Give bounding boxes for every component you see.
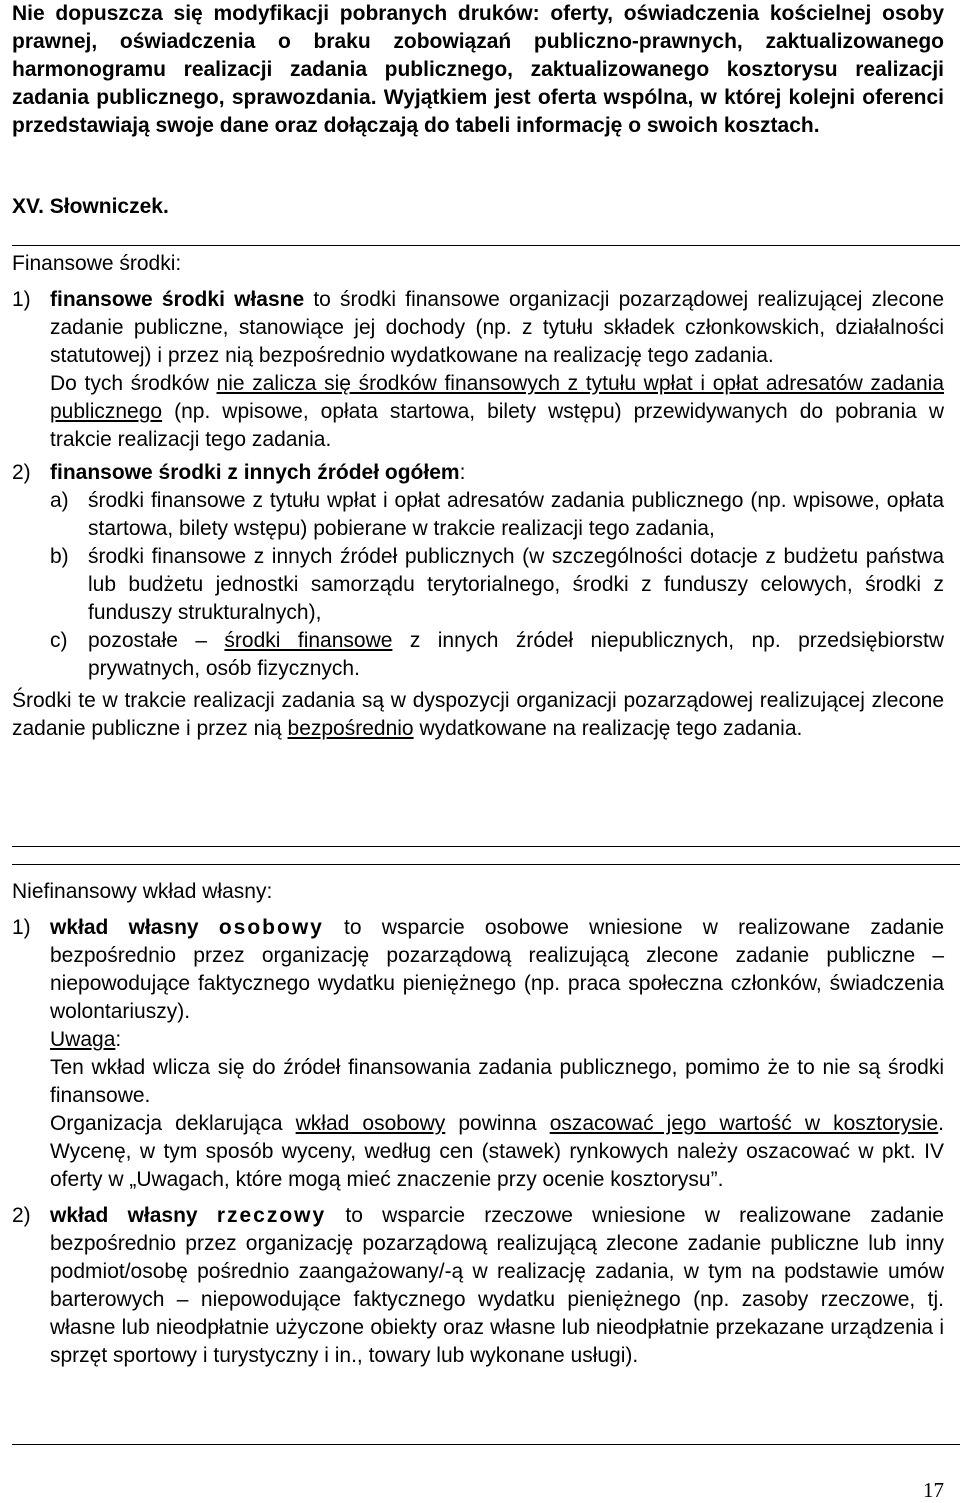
underlined-text: bezpośrednio [287, 717, 414, 740]
closing-paragraph: Środki te w trakcie realizacji zadania są w dyspozycji organizacji pozarządowej realizującej zlecone zadanie publiczne i przez nią bezpośrednio wydatkowane na realizację tego zadania. [12, 689, 944, 740]
financial-section [12, 250, 944, 743]
term: osobowy [218, 916, 324, 939]
financial-heading: Finansowe środki: [12, 252, 182, 275]
nonfinancial-section [12, 878, 944, 1370]
financial-item-2 [12, 459, 944, 683]
underlined-text: nie zalicza się środków finansowych z tytułu wpłat i opłat adresatów zadania publicznego [50, 372, 944, 423]
item-text: finansowe środki własne to środki finansowe organizacji pozarządowej realizującej zlecone zadanie publiczne, stanowiące jej dochody (np. z tytułu składek członkowskich, działalności statutowej) i przez nią bezpośrednio wydatkowane na realizację tego zadania. [50, 288, 944, 367]
sub-item-a: a) środki finansowe z tytułu wpłat i opłat adresatów zadania publicznego (np. wpisowe, opłata startowa, bilety wstępu) pobierane w trakcie realizacji tego zadania, [50, 489, 944, 540]
page-number: 17 [923, 1478, 944, 1502]
note-label: Uwaga: [50, 1028, 122, 1051]
term: finansowe środki własne [50, 288, 305, 311]
term: rzeczowy [216, 1204, 327, 1227]
underlined-text: środki finansowe [224, 629, 393, 652]
divider-top [12, 245, 960, 246]
financial-item-1 [12, 286, 944, 454]
nonfinancial-heading: Niefinansowy wkład własny: [12, 880, 273, 903]
underlined-text: oszacować jego wartość w kosztorysie [549, 1112, 939, 1135]
term: finansowe środki z innych źródeł ogółem [50, 461, 460, 484]
item-number: 1) [12, 288, 31, 311]
item-number: 2) [12, 461, 31, 484]
intro-paragraph: Nie dopuszcza się modyfikacji pobranych druków: oferty, oświadczenia kościelnej osoby prawnej, oświadczenia o braku zobowiązań publiczno-prawnych, zaktualizowanego harmonogramu realizacji zadania publicznego, zaktualizowanego kosztorysu realizacji zadania publicznego, sprawozdania. Wyjątkiem jest oferta wspólna, w której kolejni oferenci przedstawiają swoje dane oraz dołączają do tabeli informację o swoich kosztach. [12, 2, 944, 137]
divider-bottom [12, 1444, 960, 1445]
item-text: finansowe środki z innych źródeł ogółem: [50, 461, 466, 484]
item-number: 2) [12, 1204, 31, 1227]
item-text: wkład własny rzeczowy to wsparcie rzeczowe wniesione w realizowane zadanie bezpośrednio przez organizację pozarządową realizującą zlecone zadanie publiczne lub inny podmiot/osobę pośrednio zaangażowany/-ą w realizację zadania, w tym na podstawie umów barterowych – niepowodujące faktycznego wydatku pieniężnego (np. zasoby rzeczowe, tj. własne lub nieodpłatnie użyczone obiekty oraz własne lub nieodpłatnie przekazane urządzenia i sprzęt sportowy i turystyczny i in., towary lub wykonane usługi). [50, 1204, 944, 1367]
note-text-1: Ten wkład wlicza się do źródeł finansowania zadania publicznego, pomimo że to nie są środki finansowe. [50, 1056, 944, 1107]
nonfinancial-item-1 [12, 914, 944, 1194]
sub-item-b: b) środki finansowe z innych źródeł publicznych (w szczególności dotacje z budżetu państwa lub budżetu jednostki samorządu terytorialnego, środki z funduszy celowych, środki z funduszy strukturalnych), [50, 545, 944, 624]
item-note: Do tych środków nie zalicza się środków finansowych z tytułu wpłat i opłat adresatów zadania publicznego (np. wpisowe, opłata startowa, bilety wstępu) przewidywanych do pobrania w trakcie realizacji tego zadania. [50, 372, 944, 451]
nonfinancial-item-2 [12, 1202, 944, 1370]
section-title: XV. Słowniczek. [12, 195, 169, 218]
divider-middle-2 [12, 864, 960, 865]
item-number: 1) [12, 916, 31, 939]
underlined-text: wkład osobowy [295, 1112, 446, 1135]
item-text: wkład własny osobowy to wsparcie osobowe wniesione w realizowane zadanie bezpośrednio przez organizację pozarządową realizującą zlecone zadanie publiczne – niepowodujące faktycznego wydatku pieniężnego (np. praca społeczna członków, świadczenia wolontariuszy). [50, 916, 944, 1023]
divider-middle-1 [12, 846, 960, 847]
sub-item-c: c) pozostałe – środki finansowe z innych źródeł niepublicznych, np. przedsiębiorstw prywatnych, osób fizycznych. [50, 629, 944, 680]
note-text-2: Organizacja deklarująca wkład osobowy powinna oszacować jego wartość w kosztorysie. Wycenę, w tym sposób wyceny, według cen (stawek) rynkowych należy oszacować w pkt. IV oferty w „Uwagach, które mogą mieć znaczenie przy ocenie kosztorysu”. [50, 1112, 944, 1191]
